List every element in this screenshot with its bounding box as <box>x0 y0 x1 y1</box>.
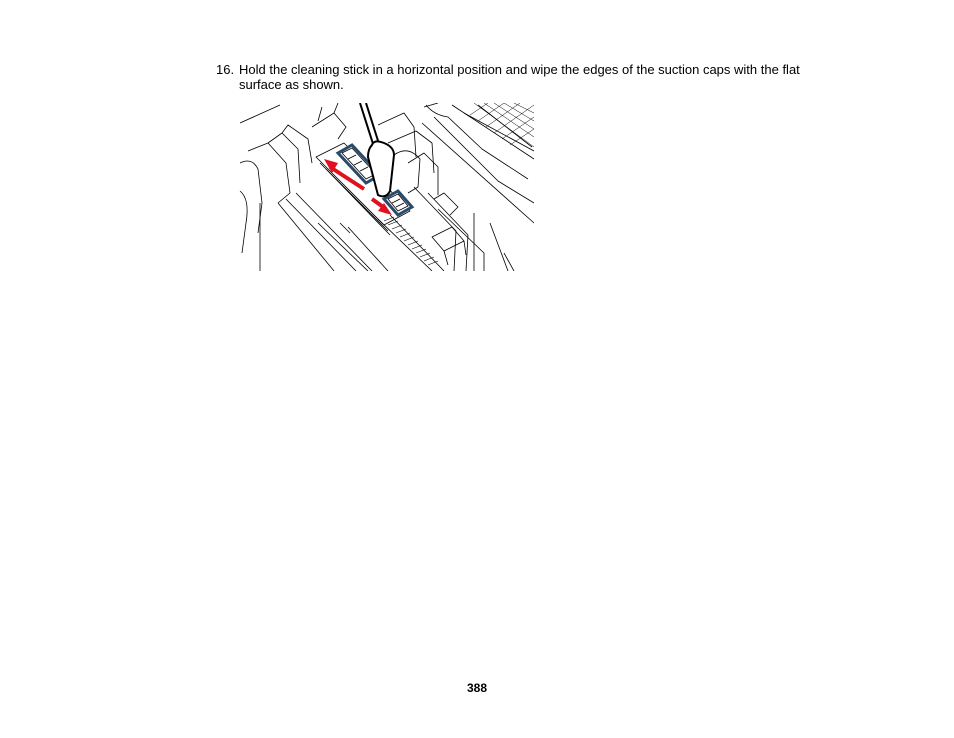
printer-cap-diagram <box>238 103 534 271</box>
page-number: 388 <box>466 681 488 695</box>
step-text: Hold the cleaning stick in a horizontal position and wipe the edges of the suction caps with the flat surface as shown. <box>239 62 800 92</box>
step-number: 16. <box>216 62 235 77</box>
cleaning-illustration <box>238 103 534 271</box>
